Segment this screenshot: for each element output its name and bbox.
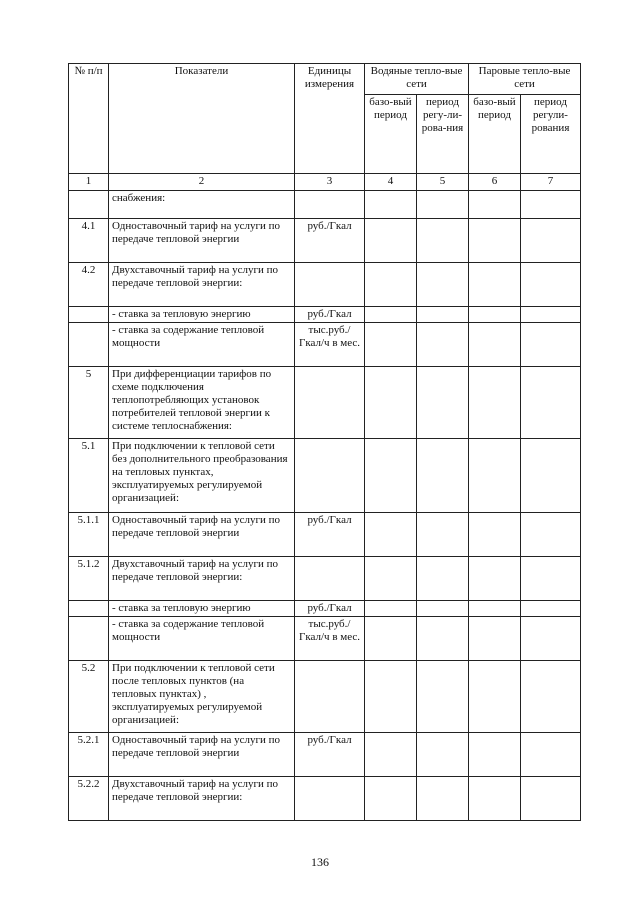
value-cell <box>521 191 581 219</box>
row-label: Одноставочный тариф на услуги по передаче тепловой энергии <box>109 513 295 557</box>
value-cell <box>469 219 521 263</box>
row-number: 4.2 <box>69 263 109 307</box>
row-number <box>69 191 109 219</box>
value-cell <box>521 439 581 513</box>
value-cell <box>469 323 521 367</box>
value-cell <box>521 367 581 439</box>
value-cell <box>521 307 581 323</box>
row-number: 5.2.2 <box>69 777 109 821</box>
page-number: 136 <box>311 855 329 869</box>
row-number: 5.1.1 <box>69 513 109 557</box>
header-steam-reg: период регули-рования <box>521 95 581 174</box>
value-cell <box>521 601 581 617</box>
table-row <box>69 307 581 323</box>
row-number: 5.1.2 <box>69 557 109 601</box>
header-indicators: Показатели <box>109 64 295 174</box>
row-label: - ставка за содержание тепловой мощности <box>109 323 295 367</box>
row-unit: тыс.руб./ Гкал/ч в мес. <box>295 617 365 661</box>
value-cell <box>521 263 581 307</box>
row-number <box>69 601 109 617</box>
value-cell <box>365 557 417 601</box>
value-cell <box>469 439 521 513</box>
value-cell <box>521 323 581 367</box>
row-unit: руб./Гкал <box>295 307 365 323</box>
value-cell <box>417 367 469 439</box>
row-unit <box>295 263 365 307</box>
value-cell <box>365 439 417 513</box>
value-cell <box>469 601 521 617</box>
value-cell <box>365 733 417 777</box>
value-cell <box>417 601 469 617</box>
header-row-top <box>69 64 581 95</box>
row-label: снабжения: <box>109 191 295 219</box>
value-cell <box>365 661 417 733</box>
value-cell <box>469 733 521 777</box>
value-cell <box>417 661 469 733</box>
table-row <box>69 367 581 439</box>
table-row <box>69 513 581 557</box>
header-steam-base: базо-вый период <box>469 95 521 174</box>
row-unit: руб./Гкал <box>295 601 365 617</box>
table-row <box>69 439 581 513</box>
row-unit <box>295 439 365 513</box>
table-row <box>69 263 581 307</box>
column-number: 2 <box>109 174 295 191</box>
value-cell <box>417 617 469 661</box>
value-cell <box>365 219 417 263</box>
row-label: - ставка за тепловую энергию <box>109 307 295 323</box>
table-row <box>69 777 581 821</box>
header-water-networks: Водяные тепло-вые сети <box>365 64 469 95</box>
table-row <box>69 733 581 777</box>
row-label: Двухставочный тариф на услуги по передаче тепловой энергии: <box>109 777 295 821</box>
value-cell <box>417 307 469 323</box>
value-cell <box>365 617 417 661</box>
row-label: При подключении к тепловой сети после тепловых пунктов (на тепловых пунктах) , эксплуатируемых регулируемой организацией: <box>109 661 295 733</box>
header-water-base: базо-вый период <box>365 95 417 174</box>
row-label: Двухставочный тариф на услуги по передаче тепловой энергии: <box>109 263 295 307</box>
value-cell <box>365 191 417 219</box>
column-number: 4 <box>365 174 417 191</box>
value-cell <box>469 513 521 557</box>
value-cell <box>521 557 581 601</box>
value-cell <box>521 513 581 557</box>
table-row <box>69 601 581 617</box>
column-number: 3 <box>295 174 365 191</box>
row-label: Двухставочный тариф на услуги по передаче тепловой энергии: <box>109 557 295 601</box>
column-number: 5 <box>417 174 469 191</box>
value-cell <box>521 219 581 263</box>
table-row <box>69 323 581 367</box>
value-cell <box>365 307 417 323</box>
row-label: Одноставочный тариф на услуги по передаче тепловой энергии <box>109 219 295 263</box>
row-label: При подключении к тепловой сети без дополнительного преобразования на тепловых пунктах, эксплуатируемых регулируемой организацией: <box>109 439 295 513</box>
value-cell <box>469 307 521 323</box>
table-row <box>69 617 581 661</box>
value-cell <box>365 367 417 439</box>
row-unit <box>295 661 365 733</box>
row-number: 5.1 <box>69 439 109 513</box>
value-cell <box>469 191 521 219</box>
value-cell <box>417 323 469 367</box>
row-number: 5.2 <box>69 661 109 733</box>
value-cell <box>365 323 417 367</box>
row-number <box>69 617 109 661</box>
value-cell <box>469 661 521 733</box>
value-cell <box>417 557 469 601</box>
row-unit: руб./Гкал <box>295 219 365 263</box>
table-row <box>69 219 581 263</box>
column-number: 1 <box>69 174 109 191</box>
value-cell <box>469 777 521 821</box>
value-cell <box>417 219 469 263</box>
value-cell <box>521 777 581 821</box>
value-cell <box>521 733 581 777</box>
value-cell <box>365 263 417 307</box>
value-cell <box>417 733 469 777</box>
value-cell <box>469 617 521 661</box>
row-label: Одноставочный тариф на услуги по передаче тепловой энергии <box>109 733 295 777</box>
row-label: При дифференциации тарифов по схеме подключения теплопотребляющих установок потребителей тепловой энергии к системе теплоснабжения: <box>109 367 295 439</box>
row-unit <box>295 557 365 601</box>
tariff-table <box>68 63 581 821</box>
header-steam-networks: Паровые тепло-вые сети <box>469 64 581 95</box>
row-unit <box>295 367 365 439</box>
row-number <box>69 323 109 367</box>
column-number: 7 <box>521 174 581 191</box>
row-unit <box>295 191 365 219</box>
value-cell <box>469 367 521 439</box>
row-number: 4.1 <box>69 219 109 263</box>
row-number: 5.2.1 <box>69 733 109 777</box>
row-unit: руб./Гкал <box>295 513 365 557</box>
header-water-reg: период регу-ли-рова-ния <box>417 95 469 174</box>
value-cell <box>417 439 469 513</box>
header-num: № п/п <box>69 64 109 174</box>
value-cell <box>469 557 521 601</box>
value-cell <box>417 191 469 219</box>
column-number: 6 <box>469 174 521 191</box>
row-label: - ставка за тепловую энергию <box>109 601 295 617</box>
column-numbers-row <box>69 174 581 191</box>
row-unit: тыс.руб./ Гкал/ч в мес. <box>295 323 365 367</box>
value-cell <box>521 617 581 661</box>
value-cell <box>417 513 469 557</box>
value-cell <box>469 263 521 307</box>
header-units: Единицы измерения <box>295 64 365 174</box>
table-row <box>69 557 581 601</box>
value-cell <box>365 513 417 557</box>
row-unit: руб./Гкал <box>295 733 365 777</box>
table-row <box>69 661 581 733</box>
row-number <box>69 307 109 323</box>
value-cell <box>521 661 581 733</box>
value-cell <box>417 777 469 821</box>
row-label: - ставка за содержание тепловой мощности <box>109 617 295 661</box>
value-cell <box>417 263 469 307</box>
row-number: 5 <box>69 367 109 439</box>
table-row <box>69 191 581 219</box>
value-cell <box>365 777 417 821</box>
value-cell <box>365 601 417 617</box>
row-unit <box>295 777 365 821</box>
